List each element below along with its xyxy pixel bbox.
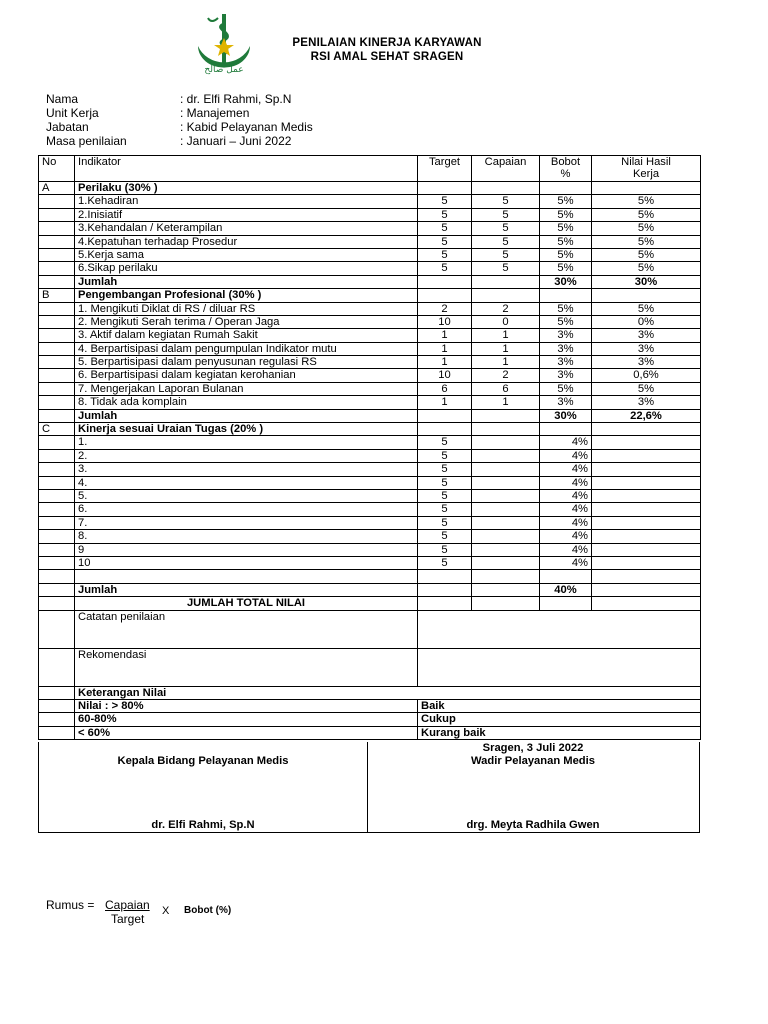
section-header-row — [39, 423, 701, 436]
formula-prefix: Rumus = — [46, 898, 95, 912]
bobot-cell: 5% — [540, 248, 592, 261]
capaian-cell: 0 — [472, 315, 540, 328]
keterangan-range: 60-80% — [75, 713, 418, 726]
empty-cell — [418, 570, 472, 583]
target-cell: 1 — [418, 342, 472, 355]
nilai-cell: 5% — [592, 382, 701, 395]
empty-cell — [472, 423, 540, 436]
table-row — [39, 476, 701, 489]
table-row — [39, 369, 701, 382]
bobot-cell: 3% — [540, 356, 592, 369]
empty-cell — [39, 342, 75, 355]
empty-cell — [418, 182, 472, 195]
indikator-cell: 2. — [75, 449, 418, 462]
target-cell: 6 — [418, 382, 472, 395]
table-row — [39, 208, 701, 221]
total-nilai: 30% — [592, 275, 701, 288]
capaian-cell: 1 — [472, 329, 540, 342]
table-header — [39, 156, 701, 182]
indikator-cell: 4. — [75, 476, 418, 489]
empty-cell — [39, 248, 75, 261]
empty-cell — [39, 396, 75, 409]
bobot-cell: 4% — [540, 543, 592, 556]
total-bobot: 30% — [540, 409, 592, 422]
table-row — [39, 396, 701, 409]
nilai-cell — [592, 516, 701, 529]
empty-cell — [39, 449, 75, 462]
nilai-cell — [592, 503, 701, 516]
total-bobot: 30% — [540, 275, 592, 288]
empty-cell — [39, 235, 75, 248]
table-row — [39, 315, 701, 328]
empty-cell — [39, 382, 75, 395]
formula-denominator: Target — [111, 912, 145, 926]
assessment-table — [38, 155, 701, 740]
capaian-cell — [472, 436, 540, 449]
section-b — [39, 289, 701, 423]
indikator-cell: 10 — [75, 556, 418, 569]
nilai-cell: 5% — [592, 195, 701, 208]
bobot-cell: 4% — [540, 489, 592, 502]
header-nilai: Nilai Hasil Kerja — [592, 156, 701, 182]
catatan-row — [39, 610, 701, 648]
keterangan-label: Kurang baik — [418, 726, 701, 739]
indikator-cell: 2. Mengikuti Serah terima / Operan Jaga — [75, 315, 418, 328]
keterangan-label: Baik — [418, 699, 701, 712]
table-row — [39, 530, 701, 543]
keterangan-range: < 60% — [75, 726, 418, 739]
indikator-cell: 8. Tidak ada komplain — [75, 396, 418, 409]
capaian-cell — [472, 556, 540, 569]
total-row — [39, 275, 701, 288]
empty-cell — [592, 570, 701, 583]
empty-row — [39, 570, 701, 583]
section-title: Kinerja sesuai Uraian Tugas (20% ) — [75, 423, 418, 436]
indikator-cell: 1. Mengikuti Diklat di RS / diluar RS — [75, 302, 418, 315]
indikator-cell: 8. — [75, 530, 418, 543]
nilai-cell — [592, 556, 701, 569]
table-row — [39, 342, 701, 355]
capaian-cell — [472, 543, 540, 556]
empty-cell — [472, 583, 540, 596]
target-cell: 5 — [418, 489, 472, 502]
bobot-cell: 3% — [540, 329, 592, 342]
target-cell: 5 — [418, 222, 472, 235]
empty-cell — [39, 222, 75, 235]
empty-cell — [472, 275, 540, 288]
table-row — [39, 449, 701, 462]
empty-cell — [540, 423, 592, 436]
nilai-cell — [592, 463, 701, 476]
capaian-cell: 5 — [472, 262, 540, 275]
bobot-cell: 5% — [540, 315, 592, 328]
empty-cell — [39, 556, 75, 569]
bobot-cell: 3% — [540, 369, 592, 382]
table-row — [39, 436, 701, 449]
header-target: Target — [418, 156, 472, 182]
capaian-cell — [472, 503, 540, 516]
empty-cell — [592, 182, 701, 195]
target-cell: 5 — [418, 463, 472, 476]
bobot-cell: 5% — [540, 382, 592, 395]
bobot-cell: 4% — [540, 449, 592, 462]
nilai-cell: 3% — [592, 329, 701, 342]
section-c — [39, 423, 701, 597]
bobot-cell: 4% — [540, 436, 592, 449]
grand-total-label: JUMLAH TOTAL NILAI — [75, 597, 418, 610]
formula-numerator: Capaian — [105, 898, 150, 912]
empty-cell — [39, 302, 75, 315]
table-row — [39, 302, 701, 315]
empty-cell — [39, 570, 75, 583]
target-cell: 10 — [418, 315, 472, 328]
table-row — [39, 329, 701, 342]
table-row — [39, 382, 701, 395]
capaian-cell — [472, 530, 540, 543]
right-signer-title: Wadir Pelayanan Medis — [471, 755, 595, 767]
capaian-cell — [472, 449, 540, 462]
table-row — [39, 556, 701, 569]
capaian-cell: 2 — [472, 369, 540, 382]
empty-cell — [39, 409, 75, 422]
bobot-cell: 4% — [540, 516, 592, 529]
nilai-cell — [592, 449, 701, 462]
target-cell: 1 — [418, 356, 472, 369]
section-title: Pengembangan Profesional (30% ) — [75, 289, 418, 302]
left-signer-title: Kepala Bidang Pelayanan Medis — [117, 755, 289, 767]
indikator-cell: 4.Kepatuhan terhadap Prosedur — [75, 235, 418, 248]
grand-total-row — [39, 597, 701, 610]
indikator-cell: 3.Kehandalan / Keterampilan — [75, 222, 418, 235]
header-no: No — [39, 156, 75, 182]
keterangan-range: Nilai : > 80% — [75, 699, 418, 712]
target-cell: 2 — [418, 302, 472, 315]
indikator-cell: 7. Mengerjakan Laporan Bulanan — [75, 382, 418, 395]
capaian-cell — [472, 463, 540, 476]
keterangan-row — [39, 699, 701, 712]
empty-cell — [418, 409, 472, 422]
capaian-cell: 5 — [472, 235, 540, 248]
target-cell: 5 — [418, 476, 472, 489]
target-cell: 5 — [418, 516, 472, 529]
total-nilai: 22,6% — [592, 409, 701, 422]
capaian-cell: 1 — [472, 356, 540, 369]
empty-cell — [39, 503, 75, 516]
indikator-cell: 6. — [75, 503, 418, 516]
target-cell: 5 — [418, 248, 472, 261]
empty-cell — [418, 583, 472, 596]
section-title: Perilaku (30% ) — [75, 182, 418, 195]
bobot-cell: 5% — [540, 222, 592, 235]
empty-cell — [39, 436, 75, 449]
total-label: Jumlah — [75, 583, 418, 596]
target-cell: 5 — [418, 503, 472, 516]
indikator-cell: 2.Inisiatif — [75, 208, 418, 221]
bobot-cell: 4% — [540, 463, 592, 476]
bobot-cell: 4% — [540, 476, 592, 489]
empty-cell — [472, 289, 540, 302]
empty-cell — [39, 530, 75, 543]
target-cell: 1 — [418, 329, 472, 342]
empty-cell — [39, 516, 75, 529]
keterangan-title: Keterangan Nilai — [75, 686, 701, 699]
target-cell: 5 — [418, 530, 472, 543]
capaian-cell: 1 — [472, 342, 540, 355]
section-no: A — [39, 182, 75, 195]
section-header-row — [39, 289, 701, 302]
empty-cell — [75, 570, 418, 583]
total-bobot: 40% — [540, 583, 592, 596]
catatan-label: Catatan penilaian — [75, 610, 418, 648]
target-cell: 5 — [418, 556, 472, 569]
nilai-cell: 5% — [592, 248, 701, 261]
keterangan-title-row — [39, 686, 701, 699]
nilai-cell: 5% — [592, 222, 701, 235]
empty-cell — [592, 423, 701, 436]
empty-cell — [39, 208, 75, 221]
table-row — [39, 195, 701, 208]
table-row — [39, 503, 701, 516]
left-signer-name: dr. Elfi Rahmi, Sp.N — [151, 819, 255, 831]
bobot-cell: 5% — [540, 302, 592, 315]
capaian-cell: 2 — [472, 302, 540, 315]
target-cell: 5 — [418, 543, 472, 556]
empty-cell — [39, 356, 75, 369]
document-title: PENILAIAN KINERJA KARYAWAN — [292, 37, 482, 49]
table-row — [39, 516, 701, 529]
empty-cell — [39, 476, 75, 489]
signature-block — [38, 742, 700, 833]
table-row — [39, 489, 701, 502]
capaian-cell: 5 — [472, 195, 540, 208]
empty-cell — [540, 570, 592, 583]
empty-cell — [39, 315, 75, 328]
empty-cell — [540, 182, 592, 195]
empty-cell — [39, 262, 75, 275]
bobot-cell: 3% — [540, 342, 592, 355]
capaian-cell: 5 — [472, 222, 540, 235]
total-label: Jumlah — [75, 409, 418, 422]
capaian-cell — [472, 476, 540, 489]
nilai-cell — [592, 530, 701, 543]
nilai-cell: 5% — [592, 208, 701, 221]
empty-cell — [472, 409, 540, 422]
hospital-name: RSI AMAL SEHAT SRAGEN — [310, 51, 464, 63]
bobot-cell: 5% — [540, 195, 592, 208]
nilai-cell — [592, 489, 701, 502]
empty-cell — [472, 570, 540, 583]
indikator-cell: 5. — [75, 489, 418, 502]
empty-cell — [540, 289, 592, 302]
indikator-cell: 1.Kehadiran — [75, 195, 418, 208]
target-cell: 5 — [418, 262, 472, 275]
target-cell: 5 — [418, 235, 472, 248]
section-header-row — [39, 182, 701, 195]
target-cell: 5 — [418, 195, 472, 208]
empty-cell — [39, 489, 75, 502]
total-row — [39, 583, 701, 596]
indikator-cell: 5.Kerja sama — [75, 248, 418, 261]
indikator-cell: 6. Berpartisipasi dalam kegiatan kerohanian — [75, 369, 418, 382]
nilai-cell: 5% — [592, 262, 701, 275]
indikator-cell: 4. Berpartisipasi dalam pengumpulan Indikator mutu — [75, 342, 418, 355]
signature-date: Sragen, 3 Juli 2022 — [482, 742, 584, 754]
indikator-cell: 1. — [75, 436, 418, 449]
empty-cell — [472, 182, 540, 195]
nilai-cell: 0% — [592, 315, 701, 328]
bobot-cell: 4% — [540, 530, 592, 543]
bobot-cell: 5% — [540, 235, 592, 248]
empty-cell — [39, 543, 75, 556]
rekomendasi-label: Rekomendasi — [75, 648, 418, 686]
empty-cell — [592, 289, 701, 302]
empty-cell — [39, 195, 75, 208]
formula-bobot: Bobot (%) — [184, 905, 232, 916]
empty-cell — [39, 275, 75, 288]
indikator-cell: 3. Aktif dalam kegiatan Rumah Sakit — [75, 329, 418, 342]
section-no: B — [39, 289, 75, 302]
table-row — [39, 356, 701, 369]
capaian-cell: 5 — [472, 248, 540, 261]
empty-cell — [39, 583, 75, 596]
capaian-cell: 1 — [472, 396, 540, 409]
empty-cell — [39, 463, 75, 476]
capaian-cell — [472, 516, 540, 529]
indikator-cell: 5. Berpartisipasi dalam penyusunan regulasi RS — [75, 356, 418, 369]
nilai-cell — [592, 543, 701, 556]
bobot-cell: 5% — [540, 262, 592, 275]
keterangan-row — [39, 713, 701, 726]
indikator-cell: 9 — [75, 543, 418, 556]
nilai-cell: 5% — [592, 302, 701, 315]
nilai-cell: 5% — [592, 235, 701, 248]
empty-cell — [39, 329, 75, 342]
empty-cell — [418, 275, 472, 288]
capaian-cell — [472, 489, 540, 502]
total-nilai — [592, 583, 701, 596]
bobot-cell: 4% — [540, 503, 592, 516]
table-row — [39, 463, 701, 476]
nilai-cell: 3% — [592, 342, 701, 355]
table-row — [39, 262, 701, 275]
nilai-cell: 0,6% — [592, 369, 701, 382]
nilai-cell — [592, 476, 701, 489]
header-indikator: Indikator — [75, 156, 418, 182]
empty-cell — [39, 369, 75, 382]
keterangan-label: Cukup — [418, 713, 701, 726]
target-cell: 5 — [418, 208, 472, 221]
bobot-cell: 5% — [540, 208, 592, 221]
right-signer-name: drg. Meyta Radhila Gwen — [466, 819, 600, 831]
capaian-cell: 5 — [472, 208, 540, 221]
target-cell: 5 — [418, 449, 472, 462]
bobot-cell: 3% — [540, 396, 592, 409]
target-cell: 10 — [418, 369, 472, 382]
total-label: Jumlah — [75, 275, 418, 288]
nilai-cell: 3% — [592, 356, 701, 369]
section-a — [39, 182, 701, 289]
empty-cell — [418, 423, 472, 436]
logo-script: عمل صالح — [204, 65, 244, 75]
table-row — [39, 248, 701, 261]
rekomendasi-row — [39, 648, 701, 686]
capaian-cell: 6 — [472, 382, 540, 395]
target-cell: 1 — [418, 396, 472, 409]
bobot-cell: 4% — [540, 556, 592, 569]
keterangan-row — [39, 726, 701, 739]
section-no: C — [39, 423, 75, 436]
target-cell: 5 — [418, 436, 472, 449]
indikator-cell: 3. — [75, 463, 418, 476]
table-row — [39, 235, 701, 248]
total-row — [39, 409, 701, 422]
header-bobot: Bobot % — [540, 156, 592, 182]
hospital-logo — [188, 12, 260, 84]
indikator-cell: 7. — [75, 516, 418, 529]
table-row — [39, 222, 701, 235]
formula-times: X — [162, 905, 170, 917]
nilai-cell — [592, 436, 701, 449]
nilai-cell: 3% — [592, 396, 701, 409]
table-row — [39, 543, 701, 556]
indikator-cell: 6.Sikap perilaku — [75, 262, 418, 275]
header-capaian: Capaian — [472, 156, 540, 182]
empty-cell — [418, 289, 472, 302]
